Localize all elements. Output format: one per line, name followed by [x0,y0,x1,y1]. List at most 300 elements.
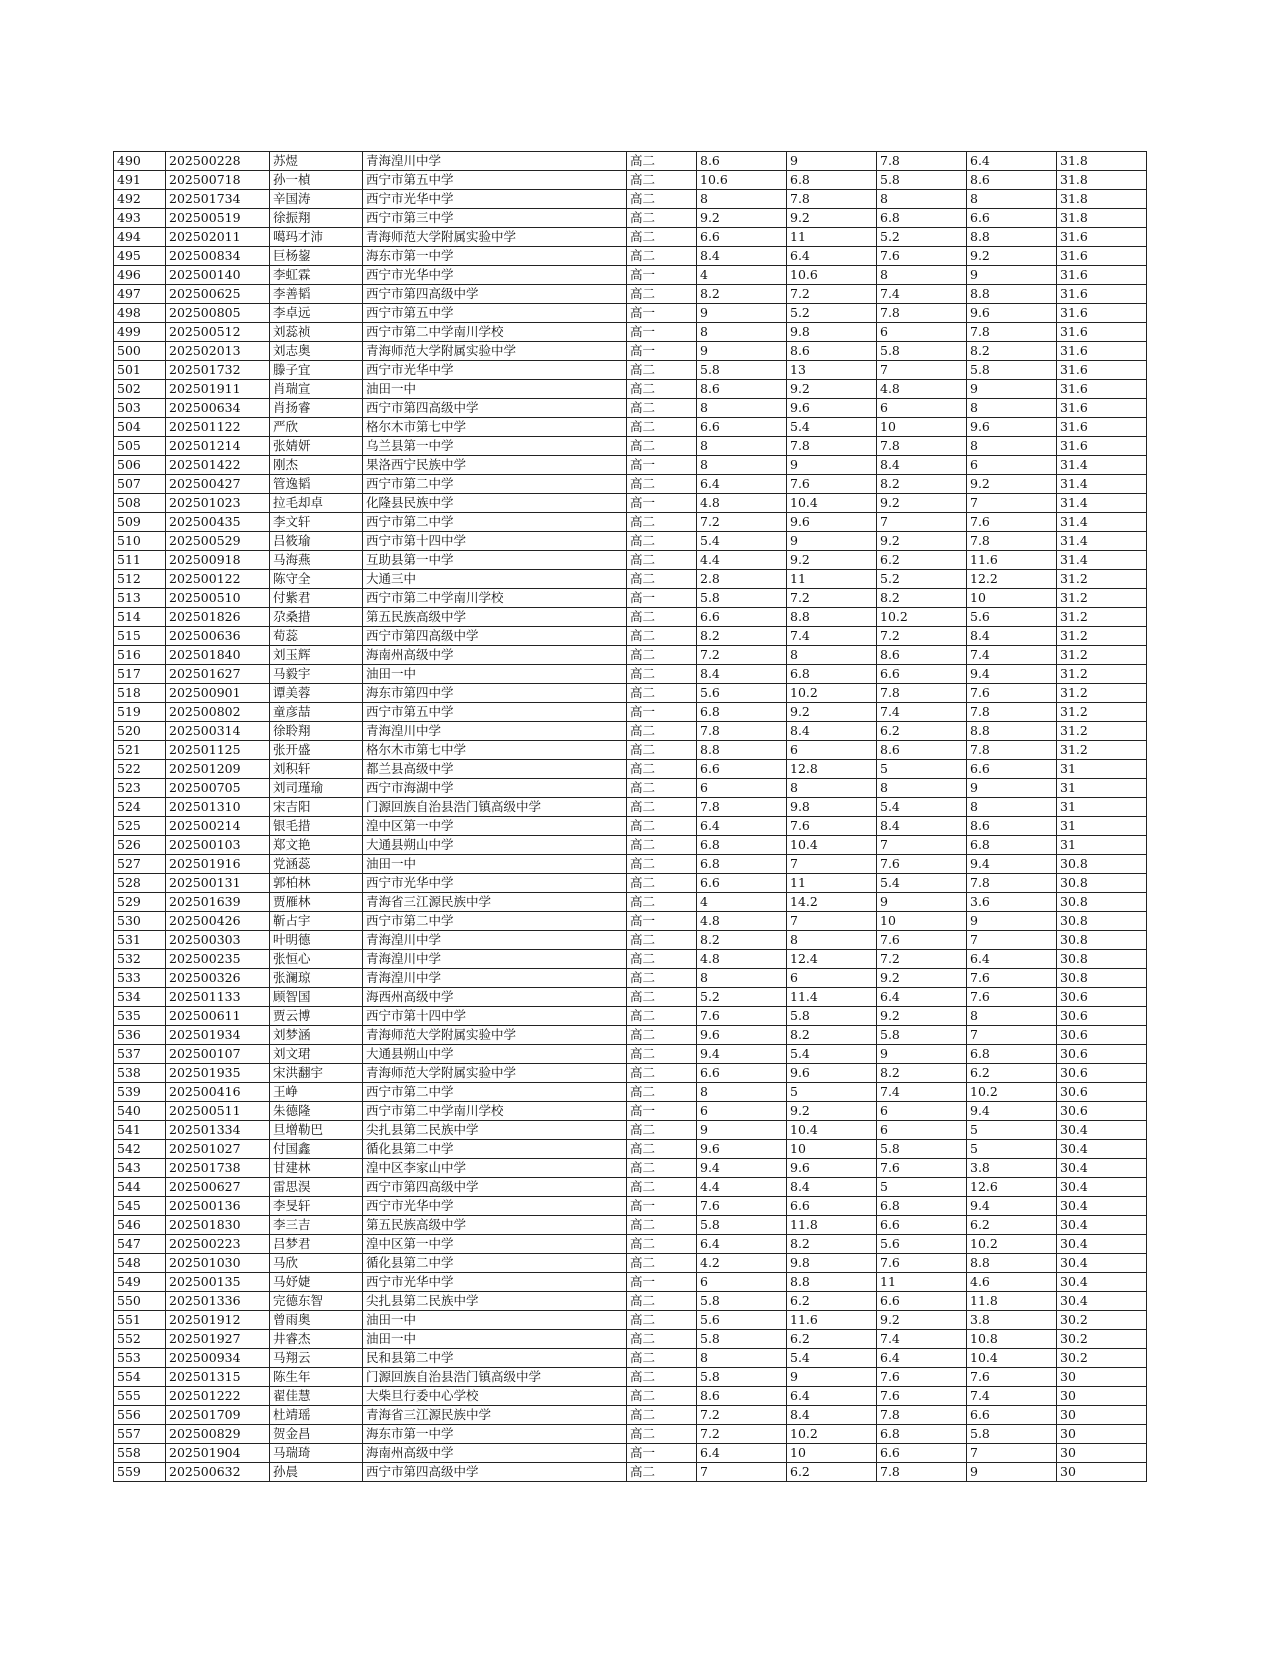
table-row [114,494,1147,513]
score-1-cell: 5.2 [697,988,787,1007]
exam-id-cell: 202501826 [166,608,270,627]
score-1-cell: 8.6 [697,380,787,399]
exam-id-cell: 202501927 [166,1330,270,1349]
score-3-cell: 6.6 [877,1444,967,1463]
student-name-cell: 马海燕 [270,551,363,570]
score-4-cell: 9 [967,266,1057,285]
score-4-cell: 9.4 [967,665,1057,684]
table-row [114,817,1147,836]
school-cell: 循化县第二中学 [363,1254,627,1273]
score-4-cell: 6.6 [967,209,1057,228]
total-score-cell: 31.4 [1057,532,1147,551]
exam-id-cell: 202500625 [166,285,270,304]
score-4-cell: 6.8 [967,1045,1057,1064]
exam-id-cell: 202501911 [166,380,270,399]
grade-cell: 高二 [627,1368,697,1387]
grade-cell: 高二 [627,893,697,912]
score-4-cell: 7.6 [967,988,1057,1007]
total-score-cell: 30.6 [1057,1007,1147,1026]
rank-cell: 499 [114,323,166,342]
exam-id-cell: 202500634 [166,399,270,418]
grade-cell: 高二 [627,1425,697,1444]
score-1-cell: 6.6 [697,1064,787,1083]
school-cell: 西宁市第四高级中学 [363,1178,627,1197]
score-1-cell: 9.2 [697,209,787,228]
score-2-cell: 9.6 [787,513,877,532]
grade-cell: 高一 [627,1273,697,1292]
school-cell: 大柴旦行委中心学校 [363,1387,627,1406]
score-1-cell: 7.2 [697,513,787,532]
rank-cell: 493 [114,209,166,228]
school-cell: 民和县第二中学 [363,1349,627,1368]
grade-cell: 高二 [627,684,697,703]
exam-id-cell: 202500512 [166,323,270,342]
score-4-cell: 8 [967,1007,1057,1026]
rank-cell: 553 [114,1349,166,1368]
score-2-cell: 8.4 [787,1178,877,1197]
score-3-cell: 7.6 [877,931,967,950]
score-1-cell: 5.4 [697,532,787,551]
total-score-cell: 31 [1057,836,1147,855]
exam-id-cell: 202500829 [166,1425,270,1444]
table-row [114,1368,1147,1387]
table-row [114,1178,1147,1197]
exam-id-cell: 202500511 [166,1102,270,1121]
school-cell: 西宁市第五中学 [363,703,627,722]
table-row [114,627,1147,646]
grade-cell: 高二 [627,437,697,456]
exam-id-cell: 202501334 [166,1121,270,1140]
score-3-cell: 7.8 [877,684,967,703]
score-1-cell: 6.4 [697,1235,787,1254]
school-cell: 西宁市海湖中学 [363,779,627,798]
score-4-cell: 9.2 [967,475,1057,494]
score-4-cell: 7.4 [967,1387,1057,1406]
grade-cell: 高二 [627,1159,697,1178]
exam-id-cell: 202500611 [166,1007,270,1026]
score-3-cell: 7.2 [877,627,967,646]
rank-cell: 543 [114,1159,166,1178]
score-3-cell: 9.2 [877,494,967,513]
grade-cell: 高二 [627,855,697,874]
table-row [114,285,1147,304]
score-3-cell: 6.6 [877,665,967,684]
table-row [114,437,1147,456]
score-1-cell: 9.4 [697,1159,787,1178]
rank-cell: 511 [114,551,166,570]
rank-cell: 527 [114,855,166,874]
score-2-cell: 11.6 [787,1311,877,1330]
student-name-cell: 马瑞琦 [270,1444,363,1463]
school-cell: 湟中区第一中学 [363,1235,627,1254]
score-2-cell: 8.8 [787,608,877,627]
table-row [114,456,1147,475]
score-4-cell: 8.6 [967,171,1057,190]
school-cell: 果洛西宁民族中学 [363,456,627,475]
table-row [114,570,1147,589]
grade-cell: 高二 [627,969,697,988]
score-2-cell: 6 [787,741,877,760]
score-1-cell: 4.8 [697,950,787,969]
student-name-cell: 肖扬睿 [270,399,363,418]
total-score-cell: 31.6 [1057,228,1147,247]
exam-id-cell: 202502013 [166,342,270,361]
grade-cell: 高一 [627,912,697,931]
rank-cell: 529 [114,893,166,912]
score-2-cell: 7.8 [787,437,877,456]
school-cell: 门源回族自治县浩门镇高级中学 [363,798,627,817]
student-name-cell: 宋吉阳 [270,798,363,817]
rank-cell: 525 [114,817,166,836]
score-2-cell: 10.2 [787,1425,877,1444]
score-1-cell: 8.2 [697,931,787,950]
exam-id-cell: 202500901 [166,684,270,703]
rank-cell: 539 [114,1083,166,1102]
score-1-cell: 9 [697,342,787,361]
table-row [114,1406,1147,1425]
score-2-cell: 7.2 [787,285,877,304]
grade-cell: 高一 [627,1197,697,1216]
table-row [114,1349,1147,1368]
rank-cell: 517 [114,665,166,684]
rank-cell: 504 [114,418,166,437]
grade-cell: 高二 [627,209,697,228]
score-4-cell: 7.4 [967,646,1057,665]
school-cell: 青海湟川中学 [363,722,627,741]
total-score-cell: 30.4 [1057,1254,1147,1273]
total-score-cell: 30.6 [1057,988,1147,1007]
total-score-cell: 30.2 [1057,1330,1147,1349]
school-cell: 西宁市第二中学南川学校 [363,589,627,608]
total-score-cell: 31.8 [1057,190,1147,209]
rank-cell: 540 [114,1102,166,1121]
school-cell: 青海省三江源民族中学 [363,1406,627,1425]
student-name-cell: 尕桑措 [270,608,363,627]
exam-id-cell: 202500510 [166,589,270,608]
grade-cell: 高二 [627,1387,697,1406]
total-score-cell: 30.4 [1057,1292,1147,1311]
score-4-cell: 11.6 [967,551,1057,570]
table-row [114,1216,1147,1235]
rank-cell: 507 [114,475,166,494]
table-row [114,912,1147,931]
table-row [114,380,1147,399]
exam-id-cell: 202500632 [166,1463,270,1482]
grade-cell: 高二 [627,1026,697,1045]
score-3-cell: 5.6 [877,1235,967,1254]
table-row [114,1083,1147,1102]
exam-id-cell: 202501030 [166,1254,270,1273]
table-row [114,418,1147,437]
table-row [114,589,1147,608]
rank-cell: 522 [114,760,166,779]
school-cell: 西宁市第五中学 [363,304,627,323]
score-1-cell: 6.6 [697,418,787,437]
grade-cell: 高一 [627,323,697,342]
student-name-cell: 井睿杰 [270,1330,363,1349]
exam-id-cell: 202501912 [166,1311,270,1330]
total-score-cell: 30.4 [1057,1216,1147,1235]
score-2-cell: 6 [787,969,877,988]
score-2-cell: 8.4 [787,722,877,741]
grade-cell: 高二 [627,608,697,627]
rank-cell: 491 [114,171,166,190]
school-cell: 西宁市第四高级中学 [363,627,627,646]
grade-cell: 高二 [627,399,697,418]
student-name-cell: 陈生年 [270,1368,363,1387]
student-name-cell: 刘蕊祯 [270,323,363,342]
score-1-cell: 5.8 [697,589,787,608]
student-name-cell: 顾智国 [270,988,363,1007]
total-score-cell: 31.6 [1057,361,1147,380]
student-name-cell: 刘梦涵 [270,1026,363,1045]
score-3-cell: 6.8 [877,209,967,228]
exam-id-cell: 202501122 [166,418,270,437]
score-4-cell: 6.2 [967,1216,1057,1235]
school-cell: 海南州高级中学 [363,646,627,665]
table-row [114,1140,1147,1159]
score-3-cell: 8.6 [877,741,967,760]
score-1-cell: 5.6 [697,1311,787,1330]
score-3-cell: 7.6 [877,247,967,266]
score-1-cell: 8 [697,1083,787,1102]
student-name-cell: 马翔云 [270,1349,363,1368]
school-cell: 西宁市光华中学 [363,874,627,893]
exam-id-cell: 202500705 [166,779,270,798]
score-2-cell: 7.6 [787,817,877,836]
rank-cell: 521 [114,741,166,760]
total-score-cell: 30.4 [1057,1178,1147,1197]
score-2-cell: 8.2 [787,1026,877,1045]
table-row [114,1102,1147,1121]
score-3-cell: 7.6 [877,855,967,874]
exam-id-cell: 202500416 [166,1083,270,1102]
school-cell: 油田一中 [363,855,627,874]
score-3-cell: 5 [877,760,967,779]
school-cell: 湟中区李家山中学 [363,1159,627,1178]
score-1-cell: 8 [697,1349,787,1368]
rank-cell: 496 [114,266,166,285]
score-4-cell: 9.2 [967,247,1057,266]
school-cell: 西宁市第二中学 [363,513,627,532]
student-name-cell: 党涵蕊 [270,855,363,874]
school-cell: 油田一中 [363,1311,627,1330]
school-cell: 西宁市光华中学 [363,266,627,285]
score-2-cell: 9.2 [787,1102,877,1121]
score-4-cell: 7.6 [967,969,1057,988]
grade-cell: 高二 [627,1007,697,1026]
score-4-cell: 6.4 [967,152,1057,171]
total-score-cell: 30.6 [1057,1083,1147,1102]
grade-cell: 高二 [627,646,697,665]
student-name-cell: 拉毛却卓 [270,494,363,513]
total-score-cell: 31.8 [1057,171,1147,190]
score-4-cell: 7 [967,494,1057,513]
score-4-cell: 9.4 [967,1197,1057,1216]
exam-id-cell: 202500529 [166,532,270,551]
score-3-cell: 8.2 [877,475,967,494]
table-body [114,152,1147,1482]
rank-cell: 508 [114,494,166,513]
score-1-cell: 8 [697,399,787,418]
score-4-cell: 8.6 [967,817,1057,836]
rank-cell: 523 [114,779,166,798]
grade-cell: 高二 [627,1216,697,1235]
grade-cell: 高二 [627,171,697,190]
total-score-cell: 30.8 [1057,931,1147,950]
score-4-cell: 9.6 [967,304,1057,323]
score-1-cell: 4.8 [697,912,787,931]
score-1-cell: 6.8 [697,836,787,855]
score-3-cell: 7.2 [877,950,967,969]
table-row [114,1292,1147,1311]
total-score-cell: 31.2 [1057,703,1147,722]
score-1-cell: 10.6 [697,171,787,190]
total-score-cell: 31.6 [1057,380,1147,399]
exam-id-cell: 202501125 [166,741,270,760]
score-2-cell: 11 [787,570,877,589]
grade-cell: 高二 [627,418,697,437]
score-4-cell: 8 [967,190,1057,209]
total-score-cell: 31.2 [1057,646,1147,665]
score-3-cell: 7.8 [877,1406,967,1425]
score-4-cell: 8.8 [967,722,1057,741]
exam-id-cell: 202500223 [166,1235,270,1254]
school-cell: 西宁市第二中学南川学校 [363,323,627,342]
rank-cell: 494 [114,228,166,247]
grade-cell: 高一 [627,1102,697,1121]
score-table [113,151,1147,1482]
rank-cell: 536 [114,1026,166,1045]
score-1-cell: 4.4 [697,1178,787,1197]
grade-cell: 高一 [627,494,697,513]
score-1-cell: 6.4 [697,475,787,494]
score-4-cell: 9.6 [967,418,1057,437]
score-1-cell: 5.8 [697,361,787,380]
student-name-cell: 滕子宜 [270,361,363,380]
score-4-cell: 3.6 [967,893,1057,912]
school-cell: 西宁市第二中学 [363,475,627,494]
score-4-cell: 8.8 [967,285,1057,304]
rank-cell: 505 [114,437,166,456]
total-score-cell: 31.6 [1057,266,1147,285]
exam-id-cell: 202500805 [166,304,270,323]
grade-cell: 高二 [627,1254,697,1273]
score-2-cell: 9.8 [787,323,877,342]
grade-cell: 高一 [627,703,697,722]
score-4-cell: 7 [967,1026,1057,1045]
grade-cell: 高一 [627,456,697,475]
total-score-cell: 31.2 [1057,608,1147,627]
table-row [114,399,1147,418]
student-name-cell: 宋洪翻宇 [270,1064,363,1083]
score-2-cell: 6.4 [787,247,877,266]
school-cell: 海西州高级中学 [363,988,627,1007]
score-2-cell: 12.4 [787,950,877,969]
score-3-cell: 8.4 [877,456,967,475]
school-cell: 互助县第一中学 [363,551,627,570]
student-name-cell: 李虹霖 [270,266,363,285]
table-row [114,551,1147,570]
rank-cell: 518 [114,684,166,703]
school-cell: 西宁市第五中学 [363,171,627,190]
score-4-cell: 8.8 [967,228,1057,247]
score-1-cell: 6.8 [697,855,787,874]
score-2-cell: 9.6 [787,399,877,418]
total-score-cell: 31.6 [1057,285,1147,304]
exam-id-cell: 202500235 [166,950,270,969]
rank-cell: 559 [114,1463,166,1482]
exam-id-cell: 202500627 [166,1178,270,1197]
score-2-cell: 8.2 [787,1235,877,1254]
school-cell: 西宁市光华中学 [363,1197,627,1216]
score-3-cell: 9.2 [877,1311,967,1330]
exam-id-cell: 202500214 [166,817,270,836]
table-row [114,760,1147,779]
score-4-cell: 5 [967,1140,1057,1159]
rank-cell: 513 [114,589,166,608]
total-score-cell: 30 [1057,1425,1147,1444]
score-3-cell: 5.8 [877,1140,967,1159]
score-2-cell: 5.4 [787,418,877,437]
rank-cell: 498 [114,304,166,323]
rank-cell: 515 [114,627,166,646]
table-row [114,1330,1147,1349]
student-name-cell: 刚杰 [270,456,363,475]
score-2-cell: 5.2 [787,304,877,323]
score-3-cell: 8.6 [877,646,967,665]
score-4-cell: 6 [967,456,1057,475]
score-3-cell: 6.8 [877,1197,967,1216]
student-name-cell: 雷思淏 [270,1178,363,1197]
school-cell: 青海师范大学附属实验中学 [363,1026,627,1045]
grade-cell: 高二 [627,931,697,950]
score-1-cell: 5.8 [697,1368,787,1387]
total-score-cell: 30 [1057,1387,1147,1406]
student-name-cell: 郭柏林 [270,874,363,893]
student-name-cell: 王峥 [270,1083,363,1102]
exam-id-cell: 202501315 [166,1368,270,1387]
table-row [114,665,1147,684]
score-1-cell: 8 [697,969,787,988]
rank-cell: 520 [114,722,166,741]
rank-cell: 544 [114,1178,166,1197]
score-2-cell: 14.2 [787,893,877,912]
score-3-cell: 6.2 [877,551,967,570]
score-4-cell: 10 [967,589,1057,608]
total-score-cell: 30.6 [1057,1064,1147,1083]
score-4-cell: 6.4 [967,950,1057,969]
rank-cell: 506 [114,456,166,475]
score-2-cell: 11.4 [787,988,877,1007]
score-4-cell: 6.2 [967,1064,1057,1083]
rank-cell: 500 [114,342,166,361]
rank-cell: 510 [114,532,166,551]
score-4-cell: 7.8 [967,874,1057,893]
school-cell: 化隆县民族中学 [363,494,627,513]
table-row [114,266,1147,285]
exam-id-cell: 202500435 [166,513,270,532]
grade-cell: 高二 [627,1083,697,1102]
table-row [114,703,1147,722]
score-4-cell: 8.2 [967,342,1057,361]
exam-id-cell: 202501133 [166,988,270,1007]
exam-id-cell: 202500107 [166,1045,270,1064]
grade-cell: 高一 [627,342,697,361]
school-cell: 青海省三江源民族中学 [363,893,627,912]
table-row [114,1311,1147,1330]
school-cell: 海东市第一中学 [363,247,627,266]
